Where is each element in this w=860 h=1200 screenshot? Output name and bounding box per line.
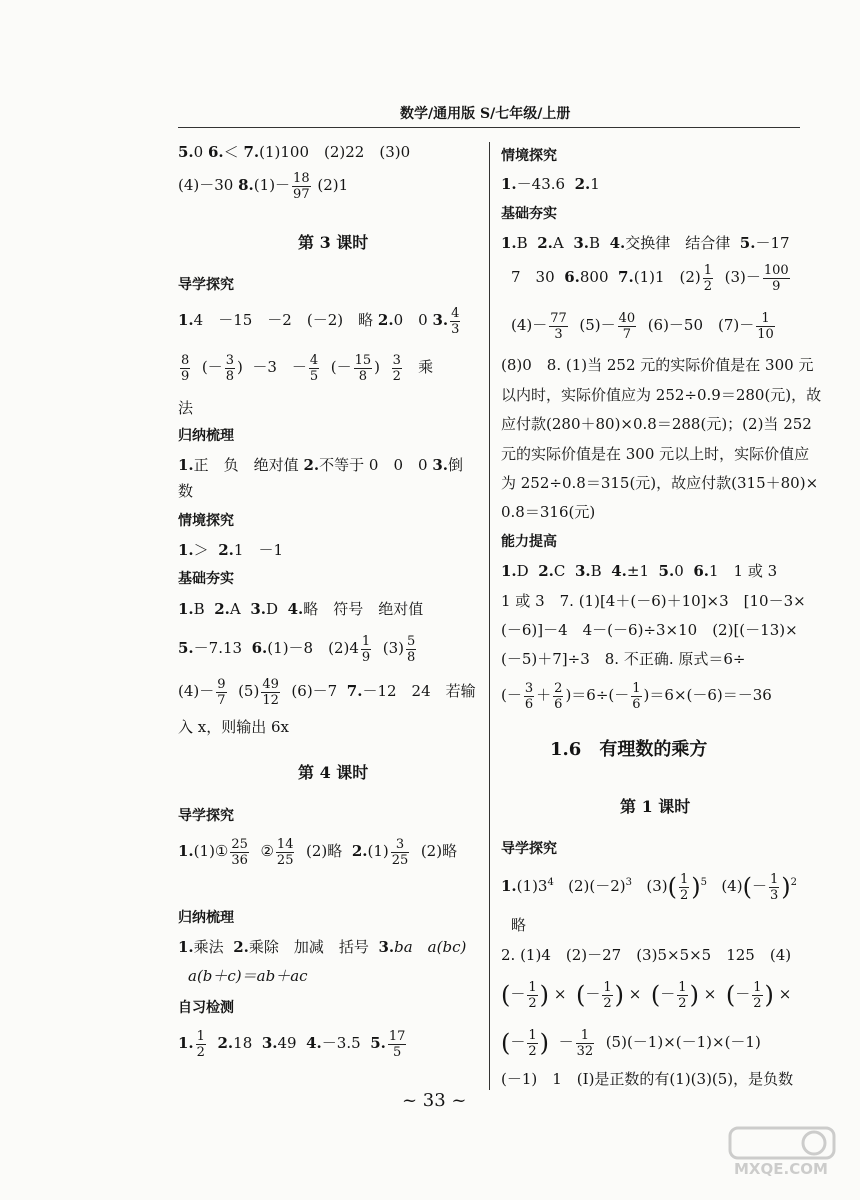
section-heading: 基础夯实 [178, 571, 234, 587]
answer-line: 1.D 2.C 3.B 4.±1 5.0 6.1 1 或 3 [501, 562, 778, 580]
answer-line [178, 305, 462, 337]
item-number: 8. [238, 176, 254, 194]
fraction: $\frac{4}{3}$ [451, 305, 460, 337]
fraction: $\frac{3}{8}$ [225, 352, 234, 384]
answer-line: 1.＞ 2.1 －1 [178, 541, 283, 559]
answer-line: 1.(1)① $\frac{25}{36}$ ② $\frac{14}{25}$ (2)略 2.(1) $\frac{3}{25}$ (2)略 [178, 836, 458, 868]
answer-line: (－ $\frac{3}{6}$ ＋ $\frac{2}{6}$ )＝6÷(－ $\frac{1}{6}$ )＝6×(－6)＝－36 [501, 680, 772, 712]
answer-line: 略 [511, 916, 527, 934]
watermark-logo [728, 1126, 836, 1182]
answer-line: (－1) 1 (Ⅰ)是正数的有(1)(3)(5)，是负数 [501, 1070, 794, 1088]
answer-line: (－5)＋7]÷3 8. 不正确. 原式＝6÷ [501, 650, 746, 668]
item-number: 6. [208, 143, 224, 161]
item-number: 2. [377, 311, 394, 329]
column-divider [489, 142, 490, 1090]
fraction: $\frac{1}{2}$ [196, 1028, 205, 1060]
fraction: $\frac{40}{7}$ [618, 310, 636, 342]
answer-line: 1.B 2.A 3.D 4.略 符号 绝对值 [178, 600, 424, 618]
answer-line: 法 [178, 399, 194, 417]
answer-line: 1 或 3 7. (1)[4＋(－6)＋10]×3 [10－3× [501, 592, 806, 610]
fraction: $\frac{9}{7}$ [217, 676, 226, 708]
section-heading: 能力提高 [501, 534, 557, 550]
page-number: ~ 33 ~ [402, 1090, 467, 1111]
answer-line: 1.乘法 2.乘除 加减 括号 3.ba a(bc) [178, 938, 467, 956]
fraction: $\frac{4}{5}$ [309, 352, 319, 384]
fraction: $\frac{1}{2}$ [753, 979, 762, 1011]
paragraph-line: 以内时，实际价值应为 252÷0.9＝280(元)，故 [501, 386, 822, 404]
lesson-title: 第 4 课时 [298, 763, 369, 782]
answer-line: $1.(1)3^4$ $(2)(-2)^3$ (3)( $\frac{1}{2}$ )$^5$ (4)(－ $\frac{1}{3}$ )$^2$ [501, 871, 797, 903]
fraction: $\frac{1}{6}$ [632, 680, 641, 712]
answer-line: 1.－43.6 2.1 [501, 175, 600, 193]
answer-line: $\frac{8}{9}$ (－ $\frac{3}{8}$ ) －3 － $\frac{4}{5}$ (－ $\frac{15}{8}$ ) $\frac{3}{2}$ 乘 [181, 352, 434, 384]
fraction: $\frac{14}{25}$ [276, 836, 294, 868]
fraction: $\frac{1}{9}$ [361, 633, 371, 665]
answer-line: (4)－ $\frac{9}{7}$ (5) $\frac{49}{12}$ (6)－7 7.－12 24 若输 [178, 676, 476, 708]
answer-text: (4)－30 [178, 176, 234, 194]
fraction: $\frac{25}{36}$ [231, 836, 248, 868]
header-rule [178, 127, 800, 128]
fraction: $\frac{8}{9}$ [181, 352, 190, 384]
answer-line: (－ $\frac{1}{2}$ ) × (－ $\frac{1}{2}$ ) × (－ $\frac{1}{2}$ ) × (－ $\frac{1}{2}$ ) × [501, 979, 792, 1011]
answer-text: (1)－ [253, 176, 291, 194]
answer-line: (4)－ $\frac{77}{3}$ (5)－ $\frac{40}{7}$ (6)－50 (7)－ $\frac{1}{10}$ [511, 310, 774, 342]
section-heading: 情境探究 [178, 513, 234, 529]
fraction: $\frac{18}{97}$ [293, 170, 310, 202]
item-number: 5. [178, 143, 194, 161]
fraction: $\frac{49}{12}$ [262, 676, 279, 708]
section-heading: 自习检测 [178, 1000, 234, 1016]
section-heading: 导学探究 [178, 277, 234, 293]
fraction: $\frac{3}{2}$ [392, 352, 401, 384]
answer-line: 1. $\frac{1}{2}$ 2.18 3.49 4.－3.5 5. $\frac{17}{5}$ [178, 1028, 406, 1060]
answer-text: (1)100 (2)22 (3)0 [259, 143, 411, 161]
fraction: $\frac{1}{2}$ [678, 979, 687, 1011]
answer-line: a(b＋c)＝ab＋ac [188, 967, 308, 985]
answer-line: 5.－7.13 6.(1)－8 (2)4 $\frac{1}{9}$ (3) $\frac{5}{8}$ [178, 633, 416, 665]
item-number: 7. [243, 143, 260, 161]
section-heading: 导学探究 [178, 808, 234, 824]
paragraph-line: 0.8＝316(元) [501, 503, 596, 521]
item-number: 1. [178, 311, 194, 329]
paragraph-line: 为 252÷0.8＝315(元)，故应付款(315＋80)× [501, 474, 819, 492]
section-heading: 导学探究 [501, 841, 557, 857]
answer-text: 4 －15 －2 (－2) 略 [193, 311, 374, 329]
answer-text: ＜ [223, 143, 239, 161]
answer-line [178, 137, 410, 167]
answer-line: (－6)]－4 4－(－6)÷3×10 (2)[(－13)× [501, 621, 798, 639]
fraction: $\frac{1}{2}$ [528, 979, 537, 1011]
fraction: $\frac{1}{10}$ [757, 310, 774, 342]
running-header: 数学/通用版 S/七年级/上册 [400, 106, 571, 122]
answer-line: 1.正 负 绝对值 2.不等于 0 0 0 3.倒 [178, 456, 464, 474]
fraction: $\frac{3}{25}$ [391, 836, 409, 868]
fraction: $\frac{2}{6}$ [554, 680, 563, 712]
answer-text: (2)1 [317, 176, 349, 194]
lesson-title: 第 1 课时 [620, 797, 691, 816]
watermark-text: MXQE.COM [734, 1160, 828, 1178]
fraction: $\frac{77}{3}$ [550, 310, 567, 342]
fraction: $\frac{17}{5}$ [388, 1028, 406, 1060]
paragraph-line: (8)0 8. (1)当 252 元的实际价值是在 300 元 [501, 356, 814, 374]
lesson-title: 第 3 课时 [298, 233, 369, 252]
fraction: $\frac{1}{32}$ [576, 1027, 594, 1059]
answer-line: 数 [178, 482, 194, 500]
section-title: 1.6 有理数的乘方 [550, 739, 708, 760]
answer-line: 入 x，则输出 6x [178, 718, 289, 736]
fraction: $\frac{1}{3}$ [769, 871, 779, 903]
answer-line [178, 170, 348, 202]
answer-line: 1.B 2.A 3.B 4.交换律 结合律 5.－17 [501, 234, 790, 252]
fraction: $\frac{15}{8}$ [354, 352, 372, 384]
fraction: $\frac{100}{9}$ [763, 262, 789, 294]
item-number: 3. [432, 311, 449, 329]
answer-line: 2. (1)4 (2)－27 (3)5×5×5 125 (4) [501, 946, 792, 964]
fraction: $\frac{1}{2}$ [603, 979, 612, 1011]
section-heading: 基础夯实 [501, 206, 557, 222]
paragraph-line: 元的实际价值是在 300 元以上时，实际价值应 [501, 445, 810, 463]
answer-line: (－ $\frac{1}{2}$ ) － $\frac{1}{32}$ (5)(－1)×(－1)×(－1) [501, 1027, 761, 1059]
fraction: $\frac{5}{8}$ [406, 633, 416, 665]
answer-text: 0 [193, 143, 204, 161]
fraction: $\frac{1}{2}$ [679, 871, 689, 903]
fraction: $\frac{1}{2}$ [528, 1027, 537, 1059]
answer-line: 7 30 6.800 7.(1)1 (2) $\frac{1}{2}$ (3)－ $\frac{100}{9}$ [511, 262, 789, 294]
section-heading: 归纳梳理 [178, 910, 234, 926]
fraction: $\frac{1}{2}$ [703, 262, 713, 294]
fraction: $\frac{3}{6}$ [524, 680, 534, 712]
answer-text: 0 0 [393, 311, 428, 329]
paragraph-line: 应付款(280＋80)×0.8＝288(元)；(2)当 252 [501, 415, 812, 433]
section-heading: 归纳梳理 [178, 428, 234, 444]
section-heading: 情境探究 [501, 148, 557, 164]
